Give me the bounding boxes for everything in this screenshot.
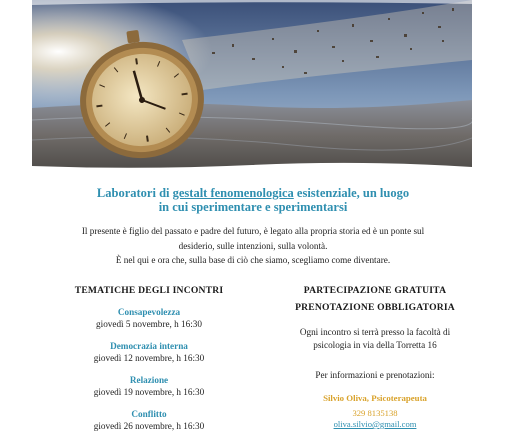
theme-date: giovedì 19 novembre, h 16:30 <box>93 387 205 397</box>
title-line-1 <box>0 186 506 200</box>
contact-phone[interactable]: 329 8135138 <box>352 408 398 418</box>
theme-topic: Democrazia interna <box>110 341 188 351</box>
theme-topic: Consapevolezza <box>117 307 181 317</box>
intro-line-2: desiderio, sulle intenzioni, sulla volontà. <box>178 240 328 251</box>
intro-text <box>40 224 466 268</box>
themes-column <box>44 285 254 432</box>
hero-image <box>32 0 472 172</box>
theme-topic: Relazione <box>129 375 169 385</box>
title-line-2: in cui sperimentare e sperimentarsi <box>158 200 348 214</box>
contact-email-link[interactable]: oliva.silvio@gmail.com <box>333 419 417 429</box>
theme-topic: Conflitto <box>131 409 167 419</box>
themes-heading: TEMATICHE DEGLI INCONTRI <box>74 285 224 296</box>
title-keyword: gestalt fenomenologica <box>172 186 294 200</box>
title-prefix: Laboratori di <box>96 186 173 200</box>
location-line-2: psicologia in via della Torretta 16 <box>313 339 437 350</box>
location-line-1: Ogni incontro si terrà presso la facoltà di <box>299 327 451 337</box>
intro-line-3: È nel qui e ora che, sulla base di ciò che siamo, scegliamo come diventare. <box>115 255 391 265</box>
melting-clock-image <box>32 0 472 172</box>
theme-date: giovedì 12 novembre, h 16:30 <box>93 353 205 363</box>
participation-heading: PARTECIPAZIONE GRATUITA <box>303 285 447 296</box>
intro-line-1: Il presente è figlio del passato e padre del futuro, è legato alla propria storia ed è un ponte sul <box>81 226 425 236</box>
theme-date: giovedì 5 novembre, h 16:30 <box>96 319 202 329</box>
page-title <box>0 186 506 214</box>
participation-column <box>262 283 488 429</box>
theme-date: giovedì 26 novembre, h 16:30 <box>93 421 205 431</box>
info-text: Per informazioni e prenotazioni: <box>315 370 435 380</box>
booking-heading: PRENOTAZIONE OBBLIGATORIA <box>295 301 455 313</box>
title-suffix: esistenziale, un luogo <box>293 186 410 200</box>
location-text <box>262 326 488 351</box>
contact-name: Silvio Oliva, Psicoterapeuta <box>323 393 427 403</box>
